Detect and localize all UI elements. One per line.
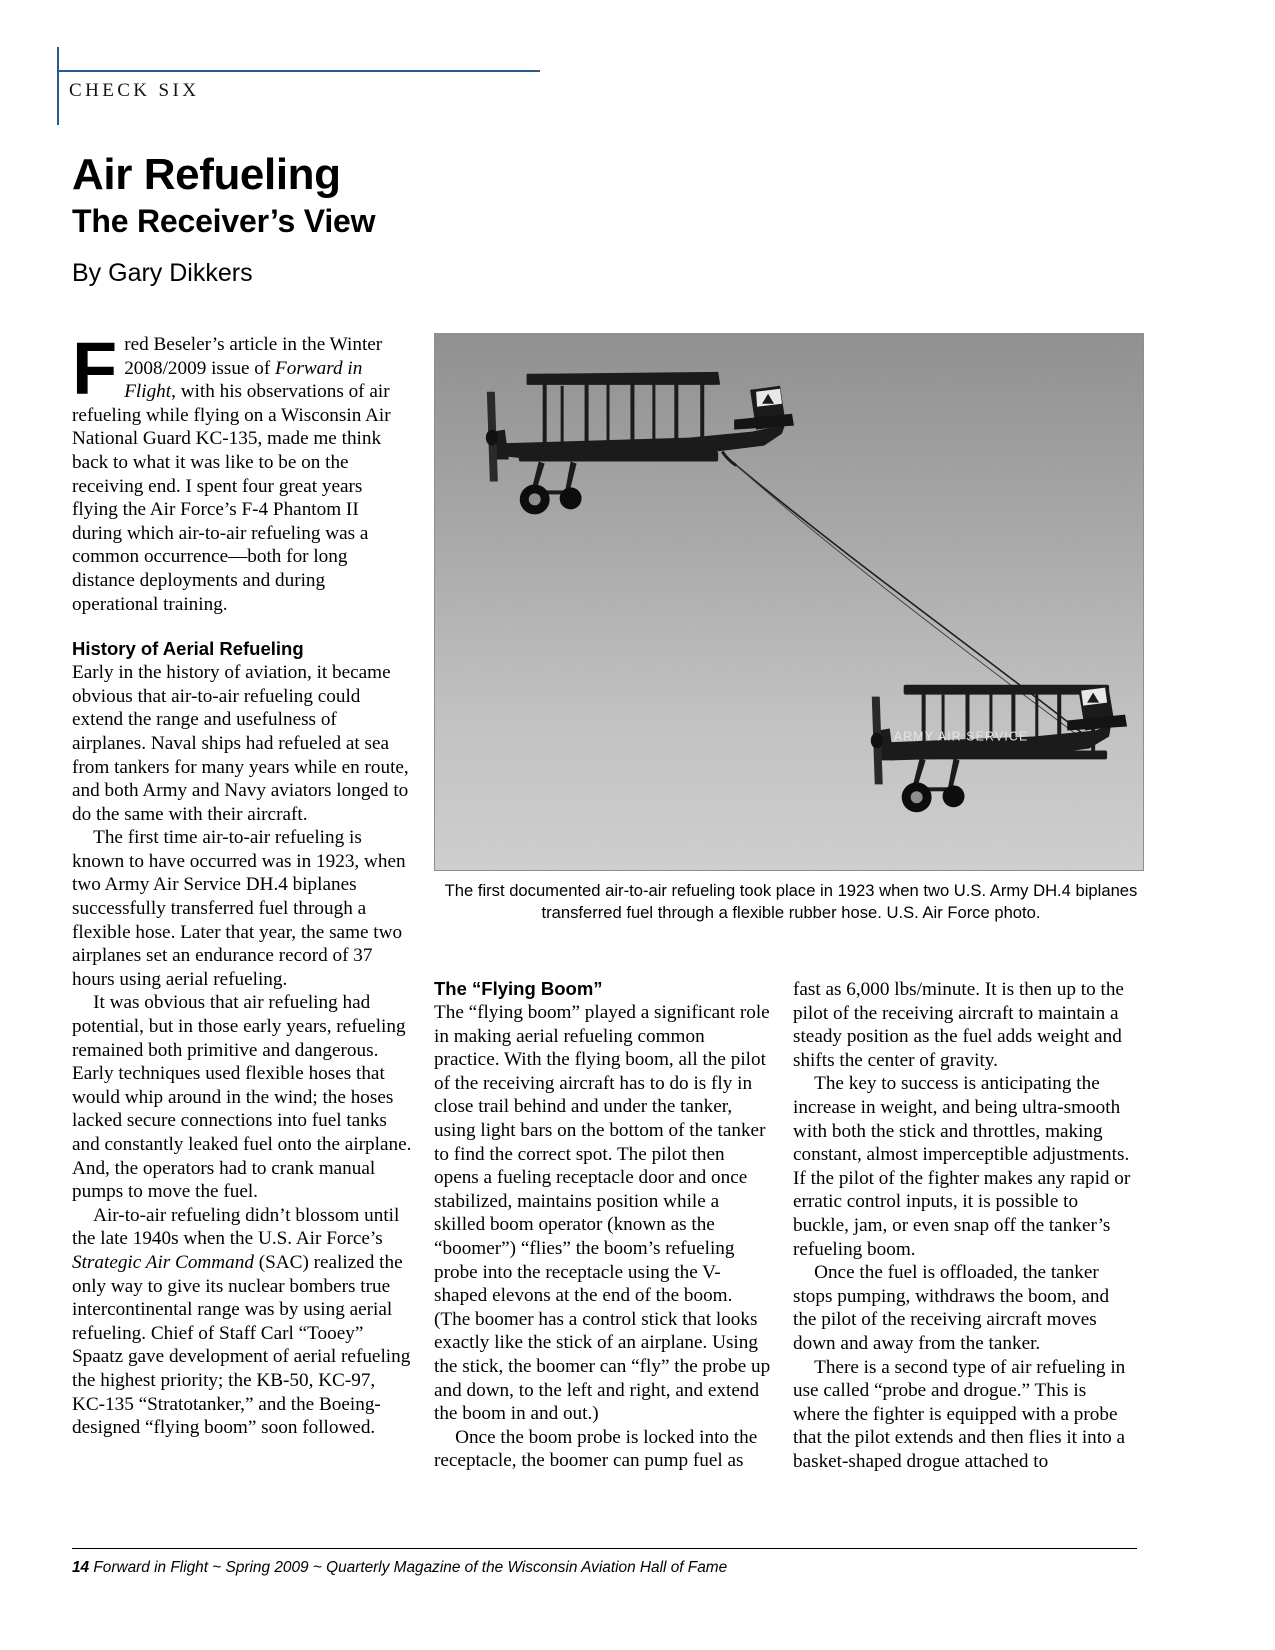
paragraph-right-3: Once the fuel is offloaded, the tanker stops pumping, withdraws the boom, and the pilot of the receiving aircraft moves down and away from the tanker. [793,1262,1110,1354]
footer-rule [72,1548,1137,1549]
paragraph-boom-2: Once the boom probe is locked into the receptacle, the boomer can pump fuel as [434,1426,758,1472]
paragraph-boom-1: The “flying boom” played a significant role in making aerial refueling common practice. With the flying boom, all the pilot of the receiving aircraft has to do is fly in close trail behind and under the tanker, using light bars on the bottom of the tanker to find the correct spot. The pilot then opens a fueling receptacle door and once stabilized, maintains position while a skilled boom operator (known as the “boomer”) “flies” the boom’s refueling probe into the receptacle using the V-shaped elevons at the end of the boom. (The boomer has a control stick that looks exactly like the stick of an airplane. Using the stick, the boomer can “fly” the probe up and down, to the left and right, and extend the boom in and out.) [434,1002,771,1425]
sac-italic: Strategic Air Command [72,1251,254,1273]
page-title: Air Refueling [72,150,341,199]
lead-text-1: red Beseler’s article in the Winter 2008/2009 issue of [124,334,383,379]
running-head [57,47,547,125]
kicker-label: CHECK SIX [69,80,200,101]
lead-text-2: , with his observations of air refueling while flying on a Wisconsin Air National Guard KC-135, made me think back to what it was like to be on the receiving end. I spent four great years flying the Air Force’s F-4 Phantom II during which air-to-air refueling was a common occurrence—both for long distance deployments and during operational training. [72,381,391,615]
paragraph-right-1: fast as 6,000 lbs/minute. It is then up to the pilot of the receiving aircraft to maintain a steady position as the fuel adds weight and shifts the center of gravity. [793,979,1124,1071]
body-column-right [793,978,1137,1473]
sac-text-2: (SAC) realized the only way to give its nuclear bombers true intercontinental range was by using aerial refueling. Chief of Staff Carl “Tooey” Spaatz gave development of aerial refueling the highest priority; the KB-50, KC-97, KC-135 “Stratotanker,” and the Boeing-designed “flying boom” soon followed. [72,1251,411,1439]
kicker-top-rule [57,70,540,72]
title-block [72,150,672,288]
section-heading-flying-boom: The “Flying Boom” [434,978,603,999]
page-subtitle: The Receiver’s View [72,203,376,239]
paragraph-right-2: The key to success is anticipating the increase in weight, and being ultra-smooth with both the stick and throttles, making constant, almost imperceptible adjustments. If the pilot of the fighter makes any rapid or erratic control inputs, it is possible to buckle, jam, or even snap off the tanker’s refueling boom. [793,1073,1131,1260]
paragraph-history-1: Early in the history of aviation, it became obvious that air-to-air refueling could extend the range and usefulness of airplanes. Naval ships had refueled at sea from tankers for many years while en route, and both Army and Navy aviators longed to do the same with their aircraft. [72,662,409,825]
page-footer [72,1558,1072,1578]
paragraph-history-2: The first time air-to-air refueling is known to have occurred was in 1923, when two Army Air Service DH.4 biplanes successfully transferred fuel through a flexible hose. Later that year, the same two airplanes set an endurance record of 37 hours using aerial refueling. [72,827,406,990]
byline: By Gary Dikkers [72,259,253,287]
body-column-left [72,327,412,1440]
photo-illustration [435,334,1143,870]
drop-cap: F [72,327,118,410]
paragraph-history-3: It was obvious that air refueling had potential, but in those early years, refueling remained both primitive and dangerous. Early techniques used flexible hoses that would whip around in the wind; the hoses lacked secure connections into fuel tanks and constantly leaked fuel onto the airplane. And, the operators had to crank manual pumps to move the fuel. [72,992,412,1203]
photo-caption: The first documented air-to-air refueling took place in 1923 when two U.S. Army DH.4 biplanes transferred fuel through a flexible rubber hose. U.S. Air Force photo. [444,881,1138,922]
fuselage-lettering: ARMY AIR SERVICE [893,729,1029,744]
lead-paragraph [72,327,412,616]
section-heading-history: History of Aerial Refueling [72,638,304,660]
kicker-left-rule [57,47,59,125]
footer-text: Forward in Flight ~ Spring 2009 ~ Quarterly Magazine of the Wisconsin Aviation Hall of Fame [93,1559,728,1576]
paragraph-right-4: There is a second type of air refueling in use called “probe and drogue.” This is where the fighter is equipped with a probe that the pilot extends and then flies it into a basket-shaped drogue attached to [793,1356,1126,1472]
lead-italic-title: Forward in Flight [124,357,363,403]
air-refueling-photo [434,333,1144,871]
body-column-middle [434,978,772,1473]
page-number: 14 [72,1559,90,1576]
paragraph-history-4 [72,1204,412,1440]
sac-text-1: Air-to-air refueling didn’t blossom until the late 1940s when the U.S. Air Force’s [72,1204,400,1250]
